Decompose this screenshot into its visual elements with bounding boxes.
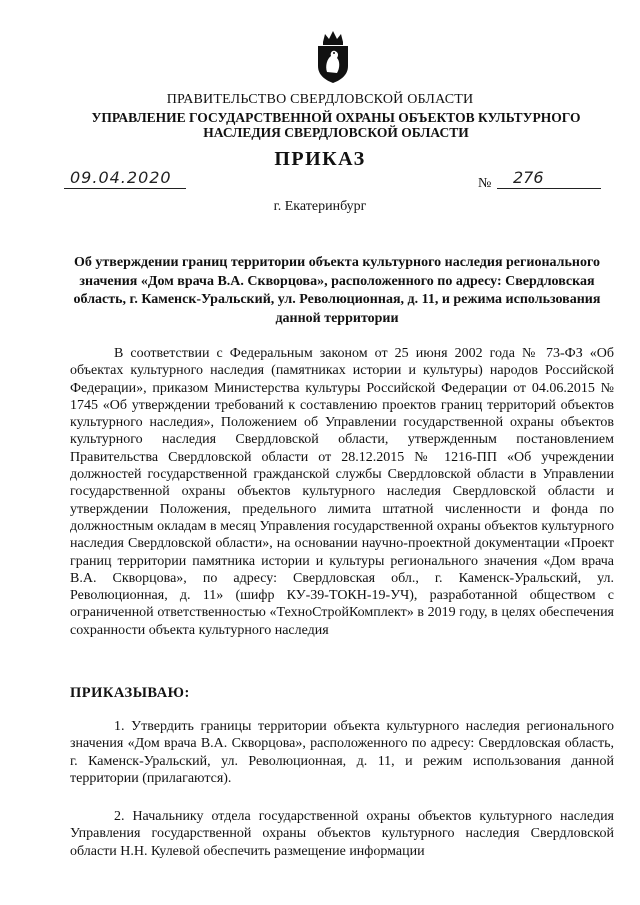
order-word: ПРИКАЗЫВАЮ: — [70, 685, 190, 701]
government-title: ПРАВИТЕЛЬСТВО СВЕРДЛОВСКОЙ ОБЛАСТИ — [166, 92, 474, 107]
item-text: Утвердить границы территории объекта культурного наследия регионального значения «Дом врача В.А. Скворцова», расположенного по адресу: Свердловская область, г. Каменск-Уральский, ул. Революционная, д. 11, и режим использования данной территории (прилагаются). — [70, 719, 614, 786]
order-subject: Об утверждении границ территории объекта культурного наследия регионального значения «Дом врача В.А. Скворцова», расположенного по адресу: Свердловская область, г. Каменск-Уральский, ул. Революционная, д. 11, и режима использования данной территории — [73, 255, 601, 326]
item-number: 1. — [114, 719, 125, 734]
order-number: 276 — [513, 168, 544, 187]
sverdlovsk-coat-of-arms-icon — [315, 28, 351, 84]
city: г. Екатеринбург — [273, 199, 367, 214]
preamble-paragraph: В соответствии с Федеральным законом от 25 июня 2002 года № 73-ФЗ «Об объектах культурного наследия (памятниках истории и культуры) народов Российской Федерации», приказом Министерства культуры Российской Федерации от 04.06.2015 № 1745 «Об утверждении требований к составлению проектов границ территорий объектов культурного наследия», Положением об Управлении государственной охраны объектов культурного наследия Свердловской области, утвержденным постановлением Правительства Свердловской области от 28.12.2015 № 1216-ПП «Об учреждении должностей государственной гражданской службы Свердловской области в Управлении государственной охраны объектов культурного наследия Свердловской области и утверждении Положения, предельного лимита штатной численности и фонда по должностным окладам в месяц Управления государственной охраны объектов культурного наследия Свердловской области», на основании научно-проектной документации «Проект границ территории памятника истории и культуры регионального значения «Дом врача В.А. Скворцова», по адресу: Свердловская обл., г. Каменск-Уральский, ул. Революционная, д. 11» (шифр КУ-39-ТОКН-19-УЧ), разработанной обществом с ограниченной ответственностью «ТехноСтройКомплект» в 2019 году, в целях обеспечения сохранности объекта культурного наследия — [70, 346, 614, 638]
order-item — [70, 718, 614, 787]
date-underline — [64, 188, 186, 189]
order-date: 09.04.2020 — [70, 168, 172, 187]
number-underline — [497, 188, 601, 189]
document-type: ПРИКАЗ — [274, 148, 366, 170]
order-item — [70, 808, 614, 860]
item-text: Начальнику отдела государственной охраны объектов культурного наследия Управления государственной охраны объектов культурного наследия Свердловской области Н.Н. Кулевой обеспечить размещение информации — [70, 809, 615, 859]
department-title: УПРАВЛЕНИЕ ГОСУДАРСТВЕННОЙ ОХРАНЫ ОБЪЕКТОВ КУЛЬТУРНОГО НАСЛЕДИЯ СВЕРДЛОВСКОЙ ОБЛАСТИ — [91, 110, 581, 140]
item-number: 2. — [114, 809, 125, 824]
number-label: № — [478, 176, 492, 191]
